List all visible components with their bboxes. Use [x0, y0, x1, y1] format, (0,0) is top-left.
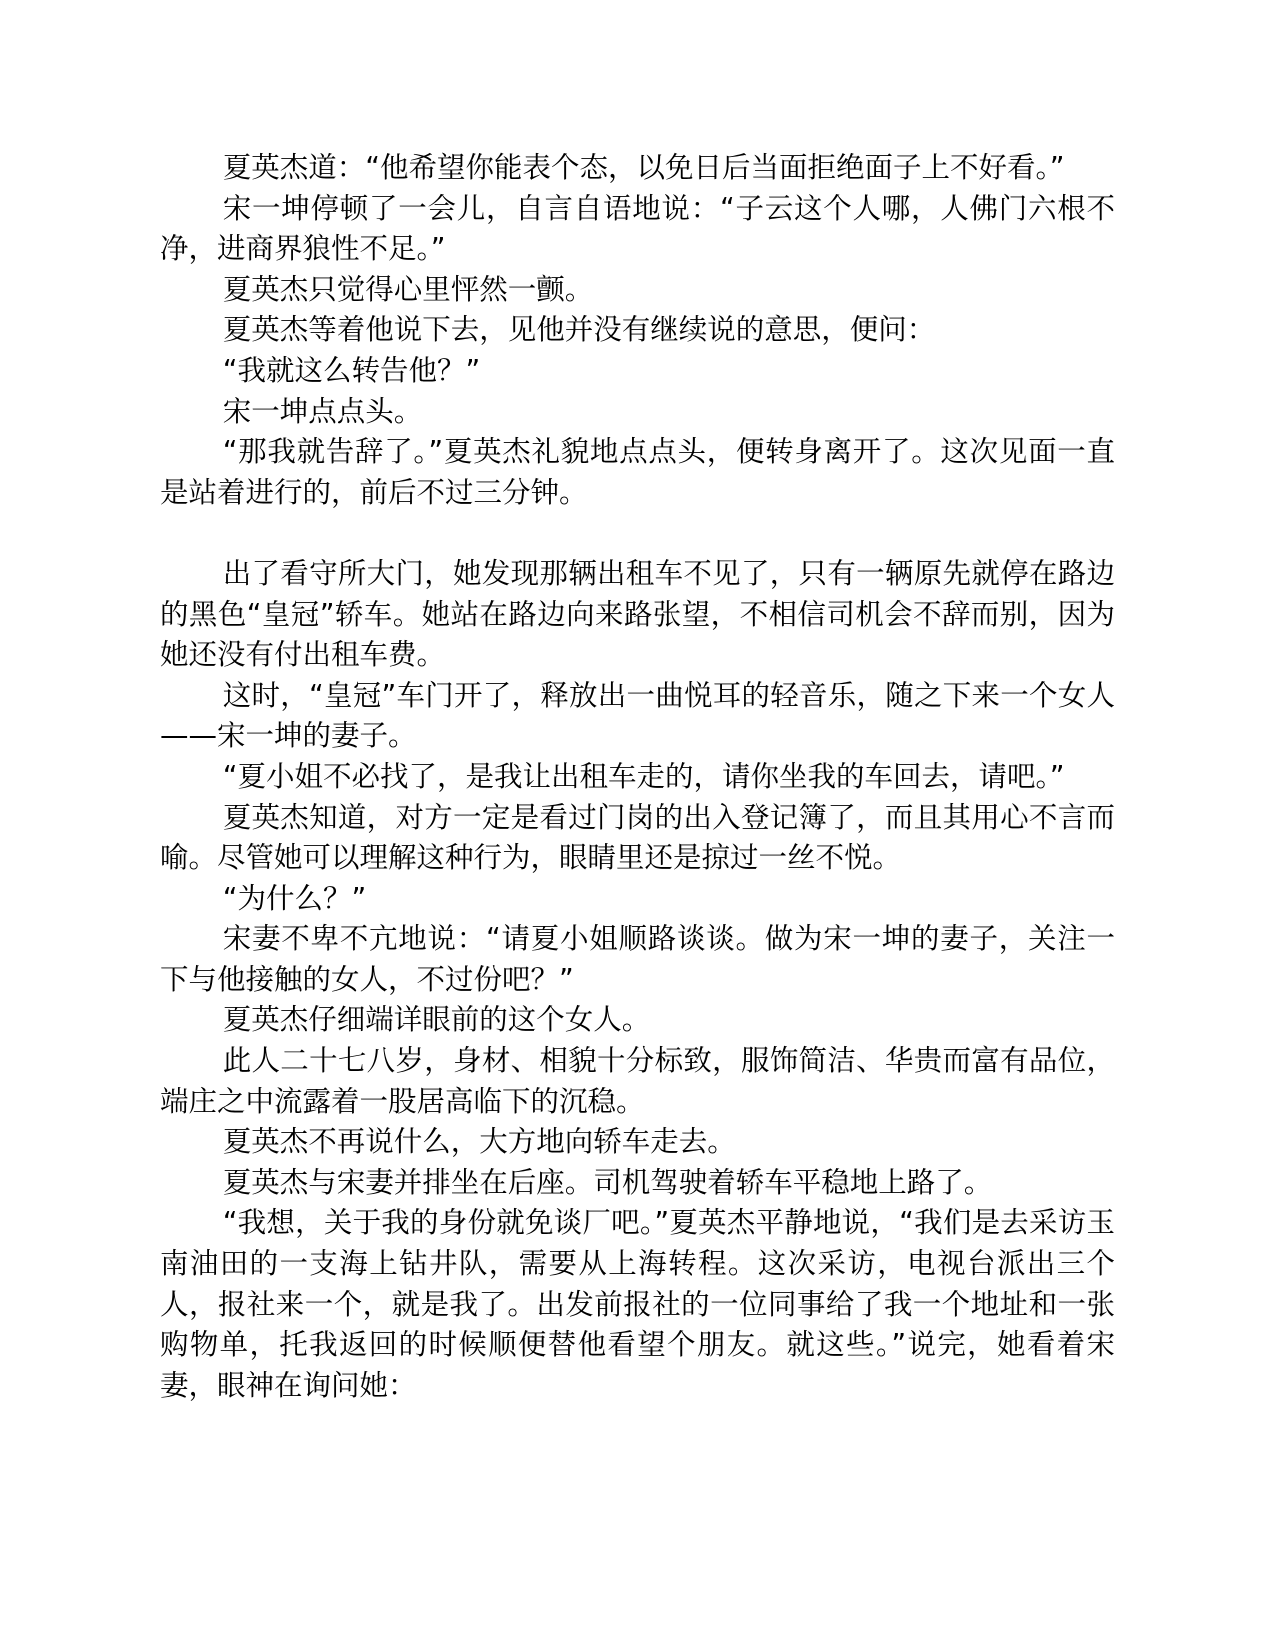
- paragraph: 宋一坤停顿了一会儿，自言自语地说：“子云这个人哪，人佛门六根不净，进商界狼性不足。”: [160, 191, 1115, 266]
- paragraph: 这时，“皇冠”车门开了，释放出一曲悦耳的轻音乐，随之下来一个女人——宋一坤的妻子。: [160, 678, 1115, 753]
- paragraph: “我就这么转告他？”: [222, 353, 481, 387]
- paragraph: “那我就告辞了。”夏英杰礼貌地点点头，便转身离开了。这次见面一直是站着进行的，前后不过三分钟。: [160, 435, 1115, 509]
- paragraph: 出了看守所大门，她发现那辆出租车不见了，只有一辆原先就停在路边的黑色“皇冠”轿车。她站在路边向来路张望，不相信司机会不辞而别，因为她还没有付出租车费。: [160, 556, 1115, 672]
- paragraph: “夏小姐不必找了，是我让出租车走的，请你坐我的车回去，请吧。”: [222, 759, 1065, 793]
- paragraph: “我想，关于我的身份就免谈厂吧。”夏英杰平静地说，“我们是去采访玉南油田的一支海上钻井队，需要从上海转程。这次采访，电视台派出三个人，报社来一个，就是我了。出发前报社的一位同事给了我一个地址和一张购物单，托我返回的时候顺便替他看望个朋友。就这些。”说完，她看着宋妻，眼神在询问她：: [160, 1206, 1115, 1402]
- document-page: [160, 148, 1115, 1406]
- paragraph: 夏英杰仔细端详眼前的这个女人。: [222, 1003, 651, 1037]
- paragraph: 夏英杰只觉得心里怦然一颤。: [222, 272, 594, 306]
- paragraph: 夏英杰等着他说下去，见他并没有继续说的意思，便问：: [222, 313, 936, 347]
- paragraph: 夏英杰不再说什么，大方地向轿车走去。: [222, 1125, 736, 1159]
- paragraph: 夏英杰知道，对方一定是看过门岗的出入登记簿了，而且其用心不言而喻。尽管她可以理解这种行为，眼睛里还是掠过一丝不悦。: [160, 800, 1115, 875]
- paragraph: 夏英杰与宋妻并排坐在后座。司机驾驶着轿车平稳地上路了。: [222, 1165, 993, 1199]
- paragraph: 夏英杰道：“他希望你能表个态，以免日后当面拒绝面子上不好看。”: [222, 151, 1065, 184]
- section-break: [160, 513, 1115, 554]
- paragraph: “为什么？”: [222, 881, 367, 915]
- paragraph: 宋一坤点点头。: [222, 394, 423, 428]
- paragraph: 宋妻不卑不亢地说：“请夏小姐顺路谈谈。做为宋一坤的妻子，关注一下与他接触的女人，不过份吧？”: [160, 922, 1115, 996]
- paragraph: 此人二十七八岁，身材、相貌十分标致，服饰简洁、华贵而富有品位，端庄之中流露着一股居高临下的沉稳。: [160, 1044, 1115, 1118]
